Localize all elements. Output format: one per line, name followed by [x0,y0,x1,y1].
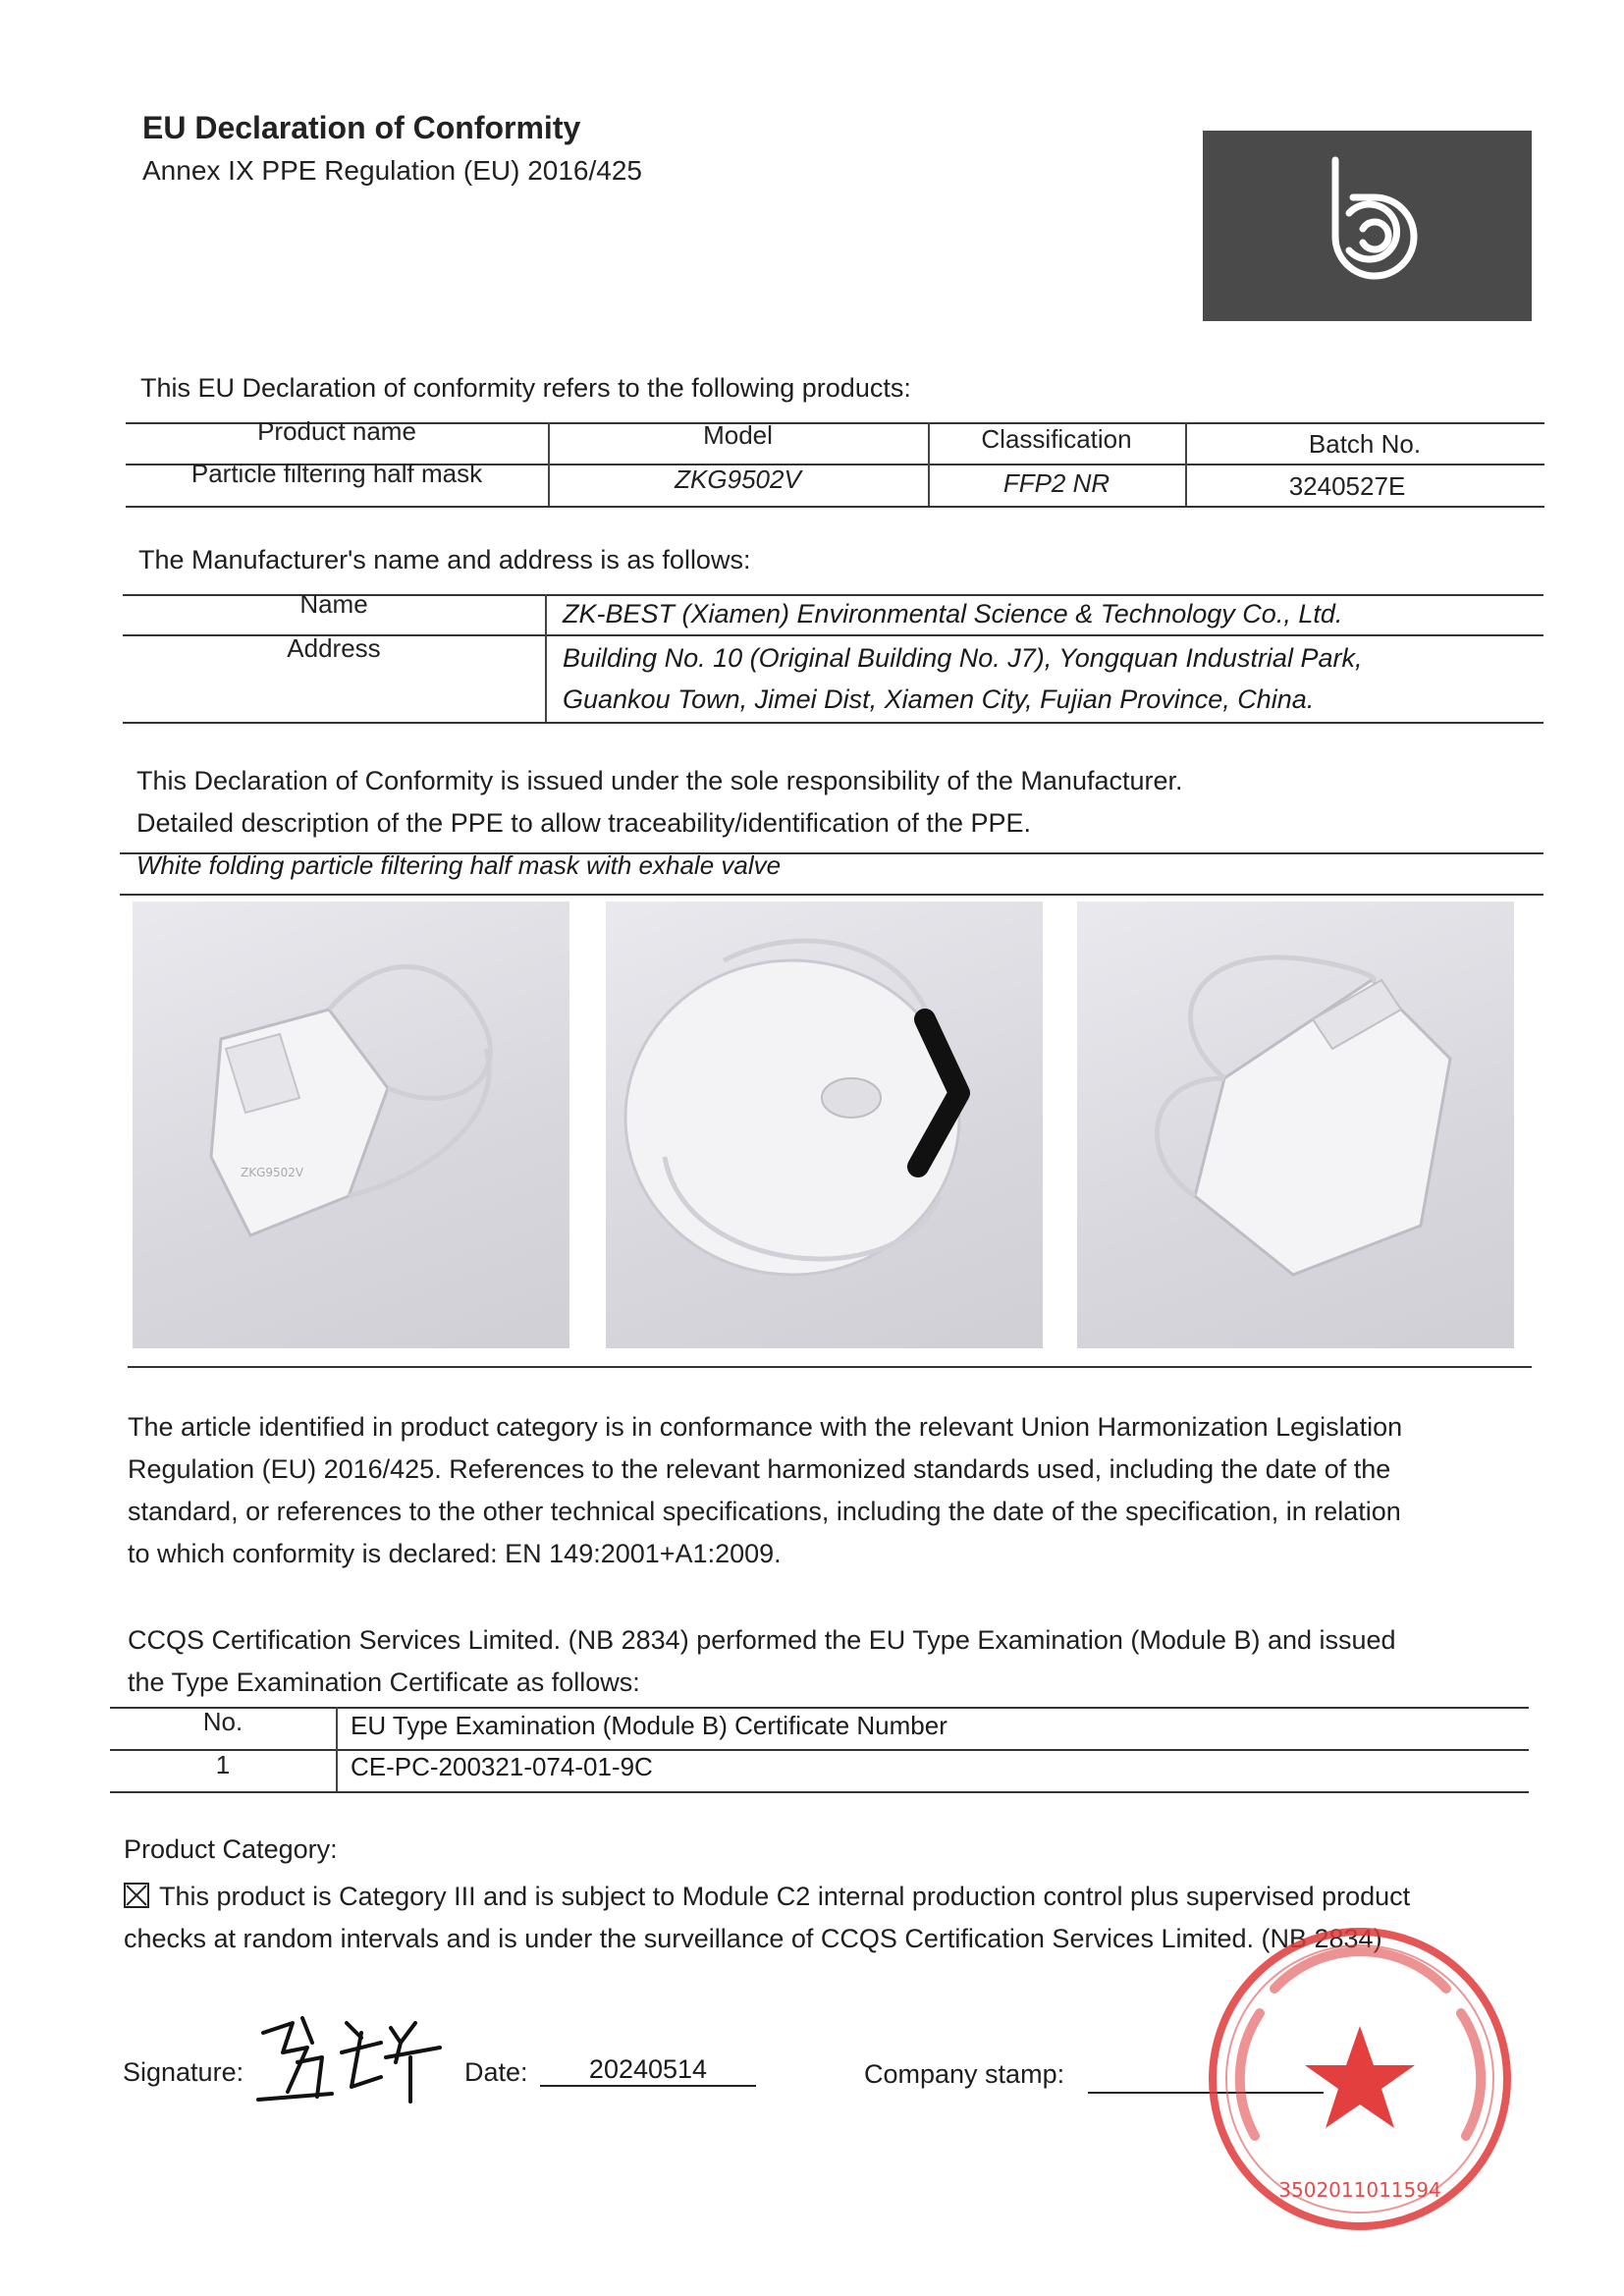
svg-text:ZKG9502V: ZKG9502V [241,1166,304,1179]
table-rule [128,1366,1532,1368]
batch-no-value: 3240527E [1288,471,1406,501]
table-rule [126,506,1544,508]
conformance-line: The article identified in product category is in conformance with the relevant Union Harmonization Legislation [128,1412,1403,1442]
date-label: Date: [464,2057,528,2087]
column-header-model: Model [703,420,773,450]
company-stamp-label: Company stamp: [864,2059,1065,2089]
manufacturer-address-line1: Building No. 10 (Original Building No. J7), Yongquan Industrial Park, [563,643,1363,673]
table-divider [545,594,547,722]
column-header-classification: Classification [981,424,1132,454]
document-title: EU Declaration of Conformity [142,110,581,145]
table-rule [123,722,1543,724]
table-rule [110,1791,1529,1793]
ppe-description: White folding particle filtering half mask with exhale valve [136,850,782,880]
manufacturer-address-line2: Guankou Town, Jimei Dist, Xiamen City, Fujian Province, China. [563,684,1315,714]
product-photo-valve-front [606,902,1043,1348]
certificate-row-no: 1 [215,1750,231,1779]
conformance-line: standard, or references to the other technical specifications, including the date of the specification, in relation [128,1497,1401,1526]
manufacturer-name-label: Name [299,589,368,619]
manufacturer-address-label: Address [287,633,381,663]
certification-statement [128,1619,1522,1704]
column-header-no: No. [202,1707,244,1736]
table-divider [336,1707,338,1791]
products-intro: This EU Declaration of conformity refers to the following products: [140,373,911,403]
traceability-statement: Detailed description of the PPE to allow traceability/identification of the PPE. [136,808,1031,838]
product-photo-folded-back [1077,902,1514,1348]
company-logo [1203,131,1532,321]
seal-number: 3502011011594 [1278,2178,1441,2202]
certification-line: the Type Examination Certificate as follows: [128,1667,640,1697]
category-line: This product is Category III and is subject to Module C2 internal production control plus supervised product [159,1882,1411,1911]
conformance-statement [128,1406,1522,1575]
responsibility-statement: This Declaration of Conformity is issued under the sole responsibility of the Manufacturer. [136,766,1183,795]
column-header-product-name: Product name [257,416,416,446]
date-value: 20240514 [540,2054,756,2087]
certificate-number-value: CE-PC-200321-074-01-9C [351,1752,653,1781]
category-line: checks at random intervals and is under the surveillance of CCQS Certification Services Limited. (NB 2834) [124,1924,1382,1953]
column-header-batch-no: Batch No. [1308,429,1422,459]
product-category-heading: Product Category: [124,1834,338,1864]
column-header-certificate-number: EU Type Examination (Module B) Certificate Number [351,1711,947,1740]
signature-label: Signature: [123,2057,244,2087]
handwritten-signature [253,2003,460,2106]
model-value: ZKG9502V [675,465,801,494]
table-rule [120,894,1543,896]
conformance-line: Regulation (EU) 2016/425. References to the relevant harmonized standards used, including the date of the [128,1454,1391,1484]
category-iii-checkbox[interactable] [124,1883,149,1908]
manufacturer-name-value: ZK-BEST (Xiamen) Environmental Science & Technology Co., Ltd. [563,599,1343,629]
company-seal-stamp [1201,1920,1520,2239]
certification-line: CCQS Certification Services Limited. (NB 2834) performed the EU Type Examination (Module B) and issued [128,1625,1396,1655]
manufacturer-intro: The Manufacturer's name and address is as follows: [138,545,751,574]
product-photo-folded-side [133,902,569,1348]
conformance-line: to which conformity is declared: EN 149:2001+A1:2009. [128,1539,782,1568]
document-subtitle: Annex IX PPE Regulation (EU) 2016/425 [142,155,642,186]
brand-b-logo-icon [1314,152,1422,300]
classification-value: FFP2 NR [1002,468,1110,498]
product-name-value: Particle filtering half mask [190,459,483,488]
